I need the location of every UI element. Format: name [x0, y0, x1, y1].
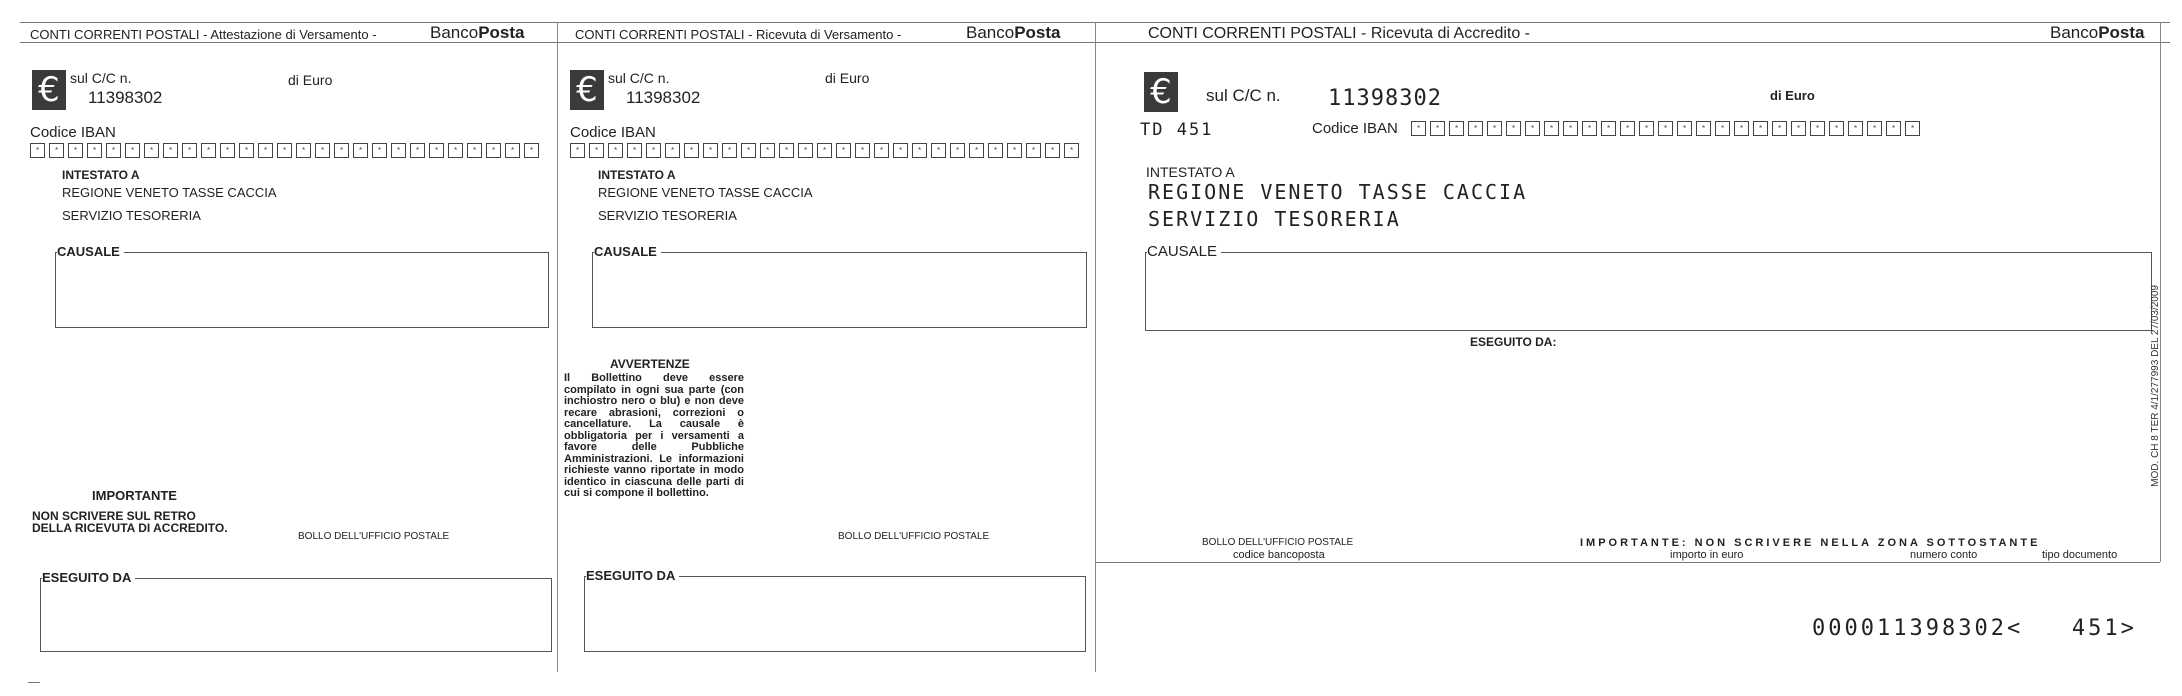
- iban-cell[interactable]: *: [1544, 121, 1559, 136]
- iban-cell[interactable]: *: [1753, 121, 1768, 136]
- iban-cell[interactable]: *: [505, 143, 520, 158]
- iban-cell[interactable]: *: [1487, 121, 1502, 136]
- panel3-title: CONTI CORRENTI POSTALI - Ricevuta di Accredito -: [1148, 25, 1531, 42]
- iban-cell[interactable]: *: [1658, 121, 1673, 136]
- intestato-label: INTESTATO A: [62, 168, 140, 182]
- iban-cell[interactable]: *: [1791, 121, 1806, 136]
- iban-cell[interactable]: *: [1468, 121, 1483, 136]
- causale-label: CAUSALE: [57, 244, 124, 259]
- td-code: TD 451: [1140, 120, 1214, 140]
- iban-cell[interactable]: *: [239, 143, 254, 158]
- iban-cell[interactable]: *: [30, 143, 45, 158]
- brand-posta: Posta: [478, 23, 525, 42]
- iban-cell[interactable]: *: [106, 143, 121, 158]
- intestato-line1: REGIONE VENETO TASSE CACCIA: [598, 185, 813, 200]
- euro-icon: €: [1144, 72, 1178, 112]
- iban-cell[interactable]: *: [1430, 121, 1445, 136]
- iban-cell[interactable]: *: [1677, 121, 1692, 136]
- intestato-line2: SERVIZIO TESORERIA: [62, 208, 201, 223]
- iban-cell[interactable]: *: [448, 143, 463, 158]
- iban-cell[interactable]: *: [49, 143, 64, 158]
- causale-box[interactable]: [55, 252, 549, 328]
- iban-cell[interactable]: *: [1639, 121, 1654, 136]
- iban-cell[interactable]: *: [1867, 121, 1882, 136]
- iban-boxes[interactable]: [570, 143, 1083, 158]
- iban-cell[interactable]: *: [836, 143, 851, 158]
- iban-cell[interactable]: *: [429, 143, 444, 158]
- iban-cell[interactable]: *: [163, 143, 178, 158]
- iban-cell[interactable]: *: [315, 143, 330, 158]
- panel2-title: CONTI CORRENTI POSTALI - Ricevuta di Versamento -: [575, 27, 902, 42]
- eseguito-label: ESEGUITO DA: [586, 568, 679, 583]
- iban-cell[interactable]: *: [1810, 121, 1825, 136]
- iban-cell[interactable]: *: [665, 143, 680, 158]
- importo-label: importo in euro: [1670, 549, 1744, 561]
- iban-cell[interactable]: *: [1026, 143, 1041, 158]
- iban-boxes[interactable]: [1411, 121, 1924, 136]
- iban-cell[interactable]: *: [182, 143, 197, 158]
- iban-cell[interactable]: *: [950, 143, 965, 158]
- iban-cell[interactable]: *: [220, 143, 235, 158]
- account-number: 11398302: [1328, 86, 1442, 111]
- divider-2: [1095, 22, 1096, 672]
- importante-text: NON SCRIVERE SUL RETRO DELLA RICEVUTA DI ACCREDITO.: [32, 509, 228, 535]
- iban-cell[interactable]: *: [912, 143, 927, 158]
- iban-cell[interactable]: *: [931, 143, 946, 158]
- codice-iban-label: Codice IBAN: [30, 124, 116, 141]
- iban-cell[interactable]: *: [703, 143, 718, 158]
- iban-cell[interactable]: *: [1772, 121, 1787, 136]
- importante-title: IMPORTANTE: [92, 488, 177, 503]
- iban-cell[interactable]: *: [1715, 121, 1730, 136]
- intestato-line2: SERVIZIO TESORERIA: [1148, 207, 1401, 231]
- iban-cell[interactable]: *: [1696, 121, 1711, 136]
- iban-cell[interactable]: *: [1506, 121, 1521, 136]
- brand-banco: Banco: [966, 23, 1015, 42]
- iban-cell[interactable]: *: [1829, 121, 1844, 136]
- bollo-label: BOLLO DELL'UFFICIO POSTALE: [1202, 537, 1354, 548]
- iban-cell[interactable]: *: [87, 143, 102, 158]
- iban-boxes[interactable]: [30, 143, 543, 158]
- iban-cell[interactable]: *: [608, 143, 623, 158]
- eseguito-da-label: ESEGUITO DA:: [1470, 335, 1557, 349]
- panel1-title: CONTI CORRENTI POSTALI - Attestazione di Versamento -: [30, 27, 377, 42]
- iban-cell[interactable]: *: [874, 143, 889, 158]
- iban-cell[interactable]: *: [817, 143, 832, 158]
- iban-cell[interactable]: *: [125, 143, 140, 158]
- iban-cell[interactable]: *: [334, 143, 349, 158]
- panel2-brand: [966, 23, 1061, 43]
- iban-cell[interactable]: *: [627, 143, 642, 158]
- sul-cc-label: sul C/C n.: [608, 70, 670, 86]
- receipt-bottom-line: [1095, 562, 2160, 563]
- avvertenze-text: Il Bollettino deve essere compilato in ogni sua parte (con inchiostro nero o blu) e non deve recare abrasioni, correzioni o cancellature. La causale è obbligatoria per i versamenti a favore delle Pubbliche Amministrazioni. Le informazioni richieste vanno riportate in modo identico in ciascuna delle parti di cui si compone il bollettino.: [564, 372, 744, 499]
- sul-cc-label: sul C/C n.: [70, 70, 132, 86]
- codice-bancoposta-label: codice bancoposta: [1233, 549, 1325, 561]
- iban-cell[interactable]: *: [969, 143, 984, 158]
- iban-cell[interactable]: *: [258, 143, 273, 158]
- ocr-line: 000011398302< 451>: [1812, 616, 2137, 641]
- iban-cell[interactable]: *: [1620, 121, 1635, 136]
- eseguito-label: ESEGUITO DA: [42, 570, 135, 585]
- iban-cell[interactable]: *: [1411, 121, 1426, 136]
- bottom-mark: [28, 682, 40, 683]
- intestato-label: INTESTATO A: [598, 168, 676, 182]
- intestato-line1: REGIONE VENETO TASSE CACCIA: [1148, 180, 1528, 204]
- tipo-documento-label: tipo documento: [2042, 549, 2118, 561]
- iban-cell[interactable]: *: [855, 143, 870, 158]
- intestato-line1: REGIONE VENETO TASSE CACCIA: [62, 185, 277, 200]
- intestato-line2: SERVIZIO TESORERIA: [598, 208, 737, 223]
- sul-cc-label: sul C/C n.: [1206, 86, 1281, 105]
- causale-label: CAUSALE: [594, 244, 661, 259]
- bollo-label: BOLLO DELL'UFFICIO POSTALE: [838, 531, 990, 542]
- iban-cell[interactable]: *: [353, 143, 368, 158]
- iban-cell[interactable]: *: [722, 143, 737, 158]
- iban-cell[interactable]: *: [1525, 121, 1540, 136]
- causale-box[interactable]: [1145, 252, 2152, 331]
- euro-icon: €: [570, 70, 604, 110]
- iban-cell[interactable]: *: [1449, 121, 1464, 136]
- di-euro-label: di Euro: [1770, 88, 1815, 103]
- di-euro-label: di Euro: [825, 70, 870, 86]
- iban-cell[interactable]: *: [1064, 143, 1079, 158]
- iban-cell[interactable]: *: [201, 143, 216, 158]
- eseguito-box[interactable]: [40, 578, 552, 652]
- iban-cell[interactable]: *: [1905, 121, 1920, 136]
- iban-cell[interactable]: *: [410, 143, 425, 158]
- brand-posta: Posta: [2098, 23, 2145, 42]
- di-euro-label: di Euro: [288, 72, 333, 88]
- side-print-code: MOD. CH 8 TER 4/1/277993 DEL 27/03/2009: [2150, 285, 2161, 487]
- iban-cell[interactable]: *: [646, 143, 661, 158]
- iban-cell[interactable]: *: [760, 143, 775, 158]
- iban-cell[interactable]: *: [1886, 121, 1901, 136]
- codice-iban-label: Codice IBAN: [1312, 120, 1398, 137]
- iban-cell[interactable]: *: [391, 143, 406, 158]
- causale-box[interactable]: [592, 252, 1087, 328]
- iban-cell[interactable]: *: [1848, 121, 1863, 136]
- iban-cell[interactable]: *: [524, 143, 539, 158]
- iban-cell[interactable]: *: [798, 143, 813, 158]
- iban-cell[interactable]: *: [741, 143, 756, 158]
- bollo-label: BOLLO DELL'UFFICIO POSTALE: [298, 531, 450, 542]
- iban-cell[interactable]: *: [1045, 143, 1060, 158]
- iban-cell[interactable]: *: [1734, 121, 1749, 136]
- iban-cell[interactable]: *: [68, 143, 83, 158]
- iban-cell[interactable]: *: [1007, 143, 1022, 158]
- intestato-label: INTESTATO A: [1146, 164, 1235, 180]
- iban-cell[interactable]: *: [893, 143, 908, 158]
- iban-cell[interactable]: *: [988, 143, 1003, 158]
- iban-cell[interactable]: *: [277, 143, 292, 158]
- eseguito-box[interactable]: [584, 576, 1086, 652]
- panel3-brand: [2050, 23, 2145, 43]
- iban-cell[interactable]: *: [144, 143, 159, 158]
- numero-conto-label: numero conto: [1910, 549, 1978, 561]
- iban-cell[interactable]: *: [589, 143, 604, 158]
- iban-cell[interactable]: *: [1563, 121, 1578, 136]
- panel1-brand: [430, 23, 525, 43]
- euro-icon: €: [32, 70, 66, 110]
- iban-cell[interactable]: *: [779, 143, 794, 158]
- iban-cell[interactable]: *: [372, 143, 387, 158]
- avvertenze-title: AVVERTENZE: [610, 357, 690, 371]
- codice-iban-label: Codice IBAN: [570, 124, 656, 141]
- brand-posta: Posta: [1014, 23, 1061, 42]
- causale-label: CAUSALE: [1147, 243, 1221, 260]
- iban-cell[interactable]: *: [467, 143, 482, 158]
- iban-cell[interactable]: *: [570, 143, 585, 158]
- account-number: 11398302: [626, 88, 701, 107]
- iban-cell[interactable]: *: [1582, 121, 1597, 136]
- brand-banco: Banco: [2050, 23, 2099, 42]
- iban-cell[interactable]: *: [486, 143, 501, 158]
- account-number: 11398302: [88, 88, 163, 107]
- iban-cell[interactable]: *: [684, 143, 699, 158]
- brand-banco: Banco: [430, 23, 479, 42]
- iban-cell[interactable]: *: [296, 143, 311, 158]
- divider-1: [557, 22, 558, 672]
- importante-zona-label: IMPORTANTE: NON SCRIVERE NELLA ZONA SOTTOSTANTE: [1580, 537, 2041, 549]
- iban-cell[interactable]: *: [1601, 121, 1616, 136]
